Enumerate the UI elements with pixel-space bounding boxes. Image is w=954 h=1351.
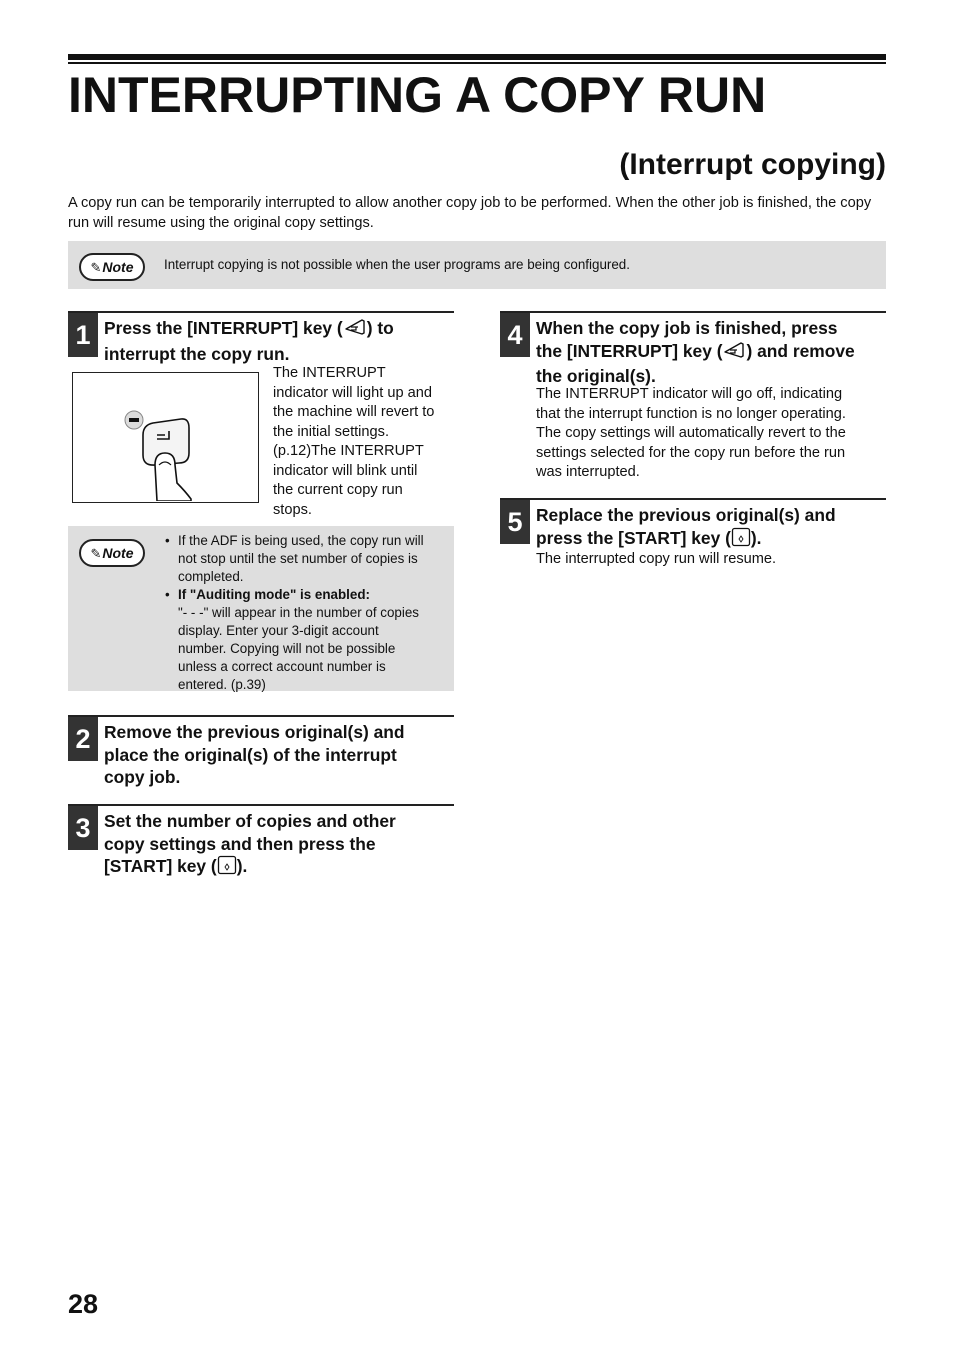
intro-paragraph: A copy run can be temporarily interrupted to allow another copy job to be performed. When the other job is finished, the copy run will resume using the original copy settings. — [68, 195, 872, 231]
step-1-body: The INTERRUPT indicator will light up and the machine will revert to the initial settings. (p.12)The INTERRUPT indicator will blink until the current copy run stops. — [273, 365, 435, 518]
step-title: Remove the previous original(s) and place the original(s) of the interrupt copy job. — [104, 722, 405, 787]
interrupt-key-icon — [343, 317, 367, 343]
step-title: Set the number of copies and other copy settings and then press the [START] key ( ). — [104, 810, 396, 881]
step-4-body: The INTERRUPT indicator will go off, indicating that the interrupt function is no longer operating. The copy settings will automatically revert to the settings selected for the copy run before the run was interrupted. — [536, 386, 846, 480]
step-title: Replace the previous original(s) and press the [START] key ( ). — [536, 504, 836, 552]
note-badge: ✎Note — [79, 539, 145, 567]
finger-pressing-interrupt-key-icon — [73, 373, 257, 501]
note-badge: ✎Note — [79, 253, 145, 281]
step-2 — [68, 715, 454, 787]
start-key-icon — [217, 855, 237, 881]
page-subtitle: (Interrupt copying) — [619, 148, 886, 181]
step-title: When the copy job is finished, press the [INTERRUPT] key ( ) and remove the original(s). — [536, 318, 855, 386]
step-title: Press the [INTERRUPT] key ( ) to interrupt the copy run. — [104, 318, 394, 364]
step-5-body: The interrupted copy run will resume. — [536, 551, 777, 567]
step-5 — [500, 498, 886, 548]
step-number: 3 — [68, 806, 98, 850]
note-list-item: • If the ADF is being used, the copy run will not stop until the set number of copies is completed. — [164, 532, 454, 586]
step-number: 2 — [68, 717, 98, 761]
page-number: 28 — [68, 1289, 99, 1319]
header-rule-thick — [68, 54, 886, 60]
start-key-icon — [731, 527, 751, 553]
step-number: 4 — [500, 313, 530, 357]
step-1 — [68, 311, 454, 364]
note-box-top — [68, 241, 886, 289]
step-number: 5 — [500, 500, 530, 544]
note-pencil-icon: ✎ — [90, 546, 102, 561]
step-4 — [500, 311, 886, 386]
step-3 — [68, 804, 454, 876]
note-list — [164, 532, 454, 694]
interrupt-key-icon — [722, 340, 746, 366]
note-list-item: • If "Auditing mode" is enabled: "- - -" will appear in the number of copies display. Enter your 3-digit account number. Copying will not be possible unless a correct account number is entered. (p.39) — [164, 586, 454, 694]
header-rule-thin — [68, 62, 886, 64]
note-pencil-icon: ✎ — [90, 260, 102, 275]
step-number: 1 — [68, 313, 98, 357]
interrupt-key-illustration — [72, 372, 259, 503]
note-text: Interrupt copying is not possible when the user programs are being configured. — [164, 257, 630, 272]
page-title: INTERRUPTING A COPY RUN — [68, 67, 767, 123]
note-box-step-1 — [68, 526, 454, 691]
